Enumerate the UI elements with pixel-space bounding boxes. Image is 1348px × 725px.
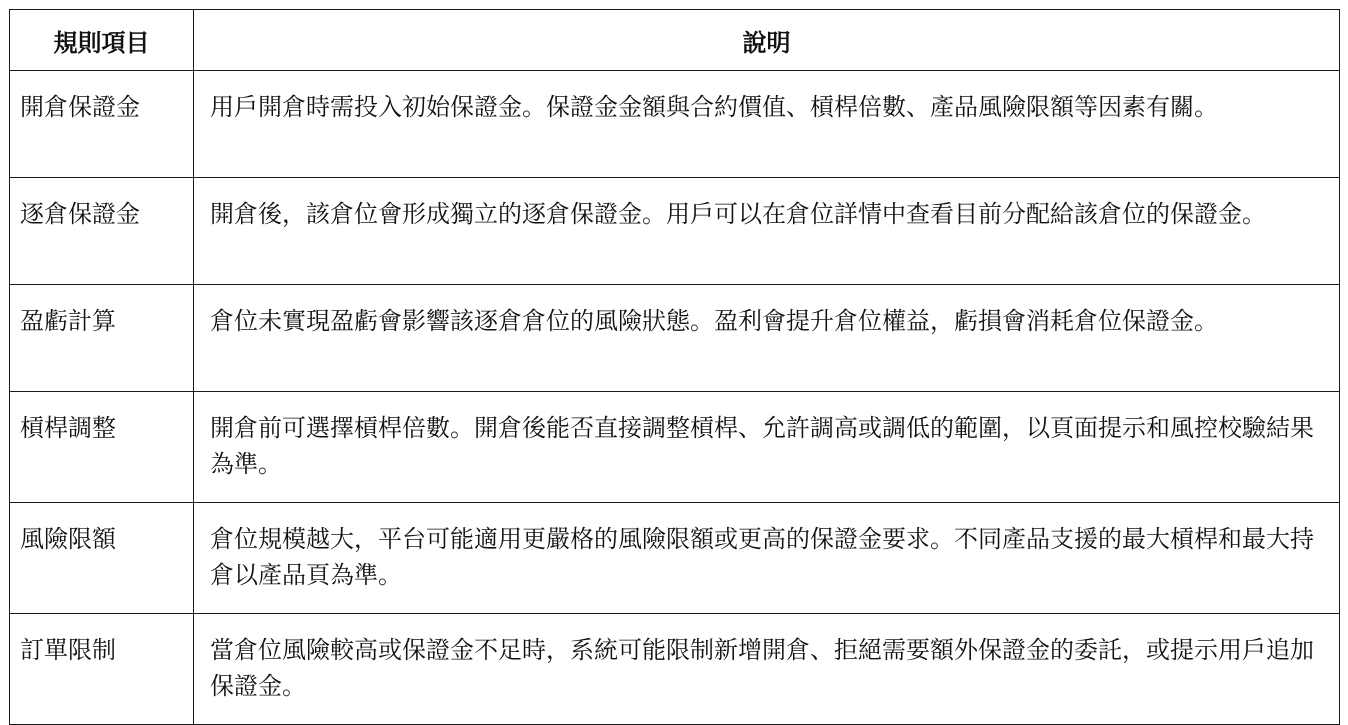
description-cell: 倉位未實現盈虧會影響該逐倉倉位的風險狀態。盈利會提升倉位權益，虧損會消耗倉位保證金。: [194, 285, 1340, 392]
rule-cell: 開倉保證金: [10, 71, 194, 178]
header-rule: 規則項目: [10, 10, 194, 71]
table-header-row: [10, 10, 1340, 71]
table-row: [10, 392, 1340, 503]
header-description: 說明: [194, 10, 1340, 71]
rule-cell: 訂單限制: [10, 614, 194, 725]
rule-cell: 盈虧計算: [10, 285, 194, 392]
table-row: [10, 178, 1340, 285]
table-row: [10, 285, 1340, 392]
rule-cell: 槓桿調整: [10, 392, 194, 503]
rules-table-container: [9, 9, 1339, 725]
table-row: [10, 503, 1340, 614]
description-cell: 開倉前可選擇槓桿倍數。開倉後能否直接調整槓桿、允許調高或調低的範圍，以頁面提示和風控校驗結果為準。: [194, 392, 1340, 503]
rule-cell: 逐倉保證金: [10, 178, 194, 285]
table-row: [10, 614, 1340, 725]
table-row: [10, 71, 1340, 178]
description-cell: 用戶開倉時需投入初始保證金。保證金金額與合約價值、槓桿倍數、產品風險限額等因素有關。: [194, 71, 1340, 178]
rule-cell: 風險限額: [10, 503, 194, 614]
description-cell: 倉位規模越大，平台可能適用更嚴格的風險限額或更高的保證金要求。不同產品支援的最大槓桿和最大持倉以產品頁為準。: [194, 503, 1340, 614]
description-cell: 開倉後，該倉位會形成獨立的逐倉保證金。用戶可以在倉位詳情中查看目前分配給該倉位的保證金。: [194, 178, 1340, 285]
description-cell: 當倉位風險較高或保證金不足時，系統可能限制新增開倉、拒絕需要額外保證金的委託，或提示用戶追加保證金。: [194, 614, 1340, 725]
rules-table: [9, 9, 1340, 725]
